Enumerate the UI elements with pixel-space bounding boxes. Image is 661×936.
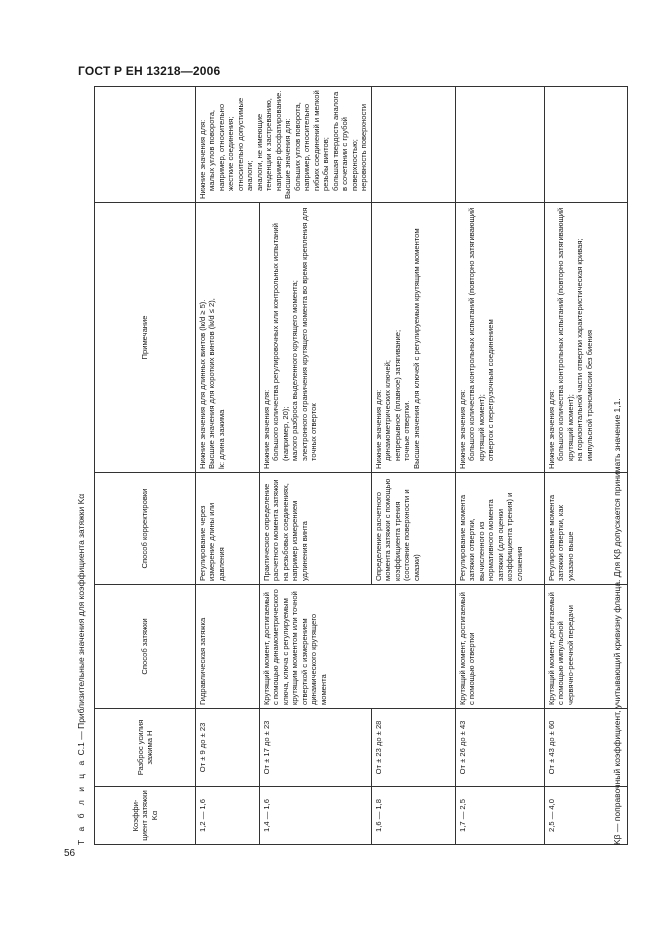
extra-note-line: Нижние значения для: bbox=[198, 119, 207, 199]
cell-notes bbox=[260, 203, 372, 473]
note-line: lк: длина зажима bbox=[216, 409, 226, 469]
note-line: отверток с перегрузочным соединением bbox=[486, 319, 496, 461]
cell-coefficient: 1,6 — 1,8 bbox=[371, 787, 455, 845]
note-line: Нижние значения для: bbox=[457, 389, 467, 469]
note-line: Нижние значения для: bbox=[546, 389, 556, 469]
note-line: электронного ограничения крутящего момента во время крепления для точных отверток bbox=[299, 207, 319, 461]
extra-note-line: относительно допустимые аналоги; bbox=[235, 97, 255, 191]
note-line: большого количества контрольных испытаний (повторно затягивающий крутящий момент); bbox=[467, 207, 486, 461]
cell-correction: Регулирование момента затяжки отвертки, как указано выше bbox=[544, 473, 627, 585]
note-line: Высшие значения для коротких винтов (lк/d ≤ 2), bbox=[207, 298, 217, 469]
cell-extra-empty bbox=[455, 87, 544, 203]
cell-method: Крутящий момент, достигаемый с помощью динамометрического ключа, ключа с регулируемым крутящим моментом или точной отверткой с измерением динамического крутящего момента bbox=[260, 585, 456, 709]
note-line: Нижние значения для: bbox=[262, 389, 271, 469]
note-line: динамометрических ключей; bbox=[383, 359, 393, 461]
cell-correction: Практическое определение расчетного момента затяжки на резьбовых соединениях, например измерением удлинения винта bbox=[260, 473, 372, 585]
cell-spread: От ± 43 до ± 60 bbox=[544, 709, 627, 787]
note-line: малого разброса выделенного крутящего момента; bbox=[290, 280, 300, 461]
table-caption bbox=[76, 85, 86, 845]
table-row bbox=[455, 87, 544, 845]
page-number: 56 bbox=[64, 848, 76, 859]
cell-notes bbox=[455, 203, 544, 473]
column-header-extra bbox=[95, 87, 196, 203]
note-line: непрерывное (плавное) затягивание; bbox=[392, 329, 402, 461]
document-title: ГОСТ Р ЕН 13218—2006 bbox=[78, 64, 221, 78]
note-line: точные отвертки. bbox=[402, 400, 412, 461]
column-header-coefficient: Коэффи-циент затяжки Kα bbox=[95, 787, 196, 845]
cell-method: Крутящий момент, достигаемый с помощью импульсной червячно-реечной передачи bbox=[544, 585, 627, 709]
cell-correction: Определение расчетного момента затяжки с помощью коэффициента трения (состояние поверхности и смазки) bbox=[371, 473, 455, 585]
extra-note-line: неровность поверхности bbox=[359, 103, 369, 191]
note-line: Нижние значения для: bbox=[373, 389, 383, 469]
tightening-coefficient-table bbox=[94, 86, 628, 845]
extra-note-line: больших углов поворота, например, относительно гибких соединений и мелкой резьбы винтов; bbox=[292, 90, 331, 191]
note-line: большого количества контрольных испытаний (повторно затягивающий крутящий момент); bbox=[556, 207, 575, 461]
cell-extra-notes bbox=[196, 87, 372, 203]
cell-method: Крутящий момент, достигаемый с помощью отвертки bbox=[455, 585, 544, 709]
cell-coefficient: 1,4 — 1,6 bbox=[260, 787, 372, 845]
extra-note-line: аналоги, не имеющие тенденции к застреванию, например фосфатирование. bbox=[254, 90, 283, 191]
cell-extra-empty bbox=[544, 87, 627, 203]
table-footnote: Kβ — поправочный коэффициент, учитывающий кривизну фланца. Для Kβ допускается принимать значение 1,1. bbox=[612, 398, 622, 845]
table-row bbox=[371, 87, 455, 845]
cell-coefficient: 1,2 — 1,6 bbox=[196, 787, 260, 845]
table-header-row bbox=[95, 87, 196, 845]
cell-spread: От ± 17 до ± 23 bbox=[260, 709, 372, 787]
table-caption-text: С.1 — Приблизительные значения для коэффициента затяжки Kα bbox=[76, 493, 86, 756]
table-row bbox=[196, 87, 260, 845]
cell-spread: От ± 26 до ± 43 bbox=[455, 709, 544, 787]
note-line: большого количества регулировочных или контрольных испытаний (например, 20); bbox=[271, 223, 290, 461]
note-line: Нижние значения для длинных винтов (lк/d ≥ 5). bbox=[198, 299, 207, 469]
column-header-spread: Разброс усилия зажима Н bbox=[95, 709, 196, 787]
note-line: импульсной трансмиссии без биения bbox=[584, 330, 594, 461]
column-header-method: Способ затяжки bbox=[95, 585, 196, 709]
cell-coefficient: 1,7 — 2,5 bbox=[455, 787, 544, 845]
extra-note-line: Высшие значения для: bbox=[283, 118, 293, 199]
cell-notes bbox=[196, 203, 260, 473]
note-line: на горизонтальной части отвертки характеристическая кривая; bbox=[575, 238, 585, 461]
cell-extra-empty bbox=[371, 87, 455, 203]
cell-spread: От ± 23 до ± 28 bbox=[371, 709, 455, 787]
rotated-table-area bbox=[72, 85, 622, 845]
cell-notes bbox=[371, 203, 455, 473]
extra-note-line: малых углов поворота, например, относительно жесткие соединения; bbox=[207, 103, 236, 191]
cell-correction: Регулирование через измерение длины или давления bbox=[196, 473, 260, 585]
table-caption-prefix: Т а б л и ц а bbox=[76, 757, 86, 845]
extra-note-line: большая твердость аналога в сочетании с грубой поверхностью; bbox=[330, 91, 359, 191]
cell-spread: От ± 9 до ± 23 bbox=[196, 709, 260, 787]
cell-coefficient: 2,5 — 4,0 bbox=[544, 787, 627, 845]
column-header-correction: Способ корректировки bbox=[95, 473, 196, 585]
cell-correction: Регулирование момента затяжки отвертки, вычисленного из нормативного момента затяжки (для оценки коэффициента трения) и сложения bbox=[455, 473, 544, 585]
note-line: Высшие значения для ключей с регулируемым крутящим моментом bbox=[411, 228, 421, 469]
cell-method: Гидравлическая затяжка bbox=[196, 585, 260, 709]
column-header-notes: Примечание bbox=[95, 203, 196, 473]
